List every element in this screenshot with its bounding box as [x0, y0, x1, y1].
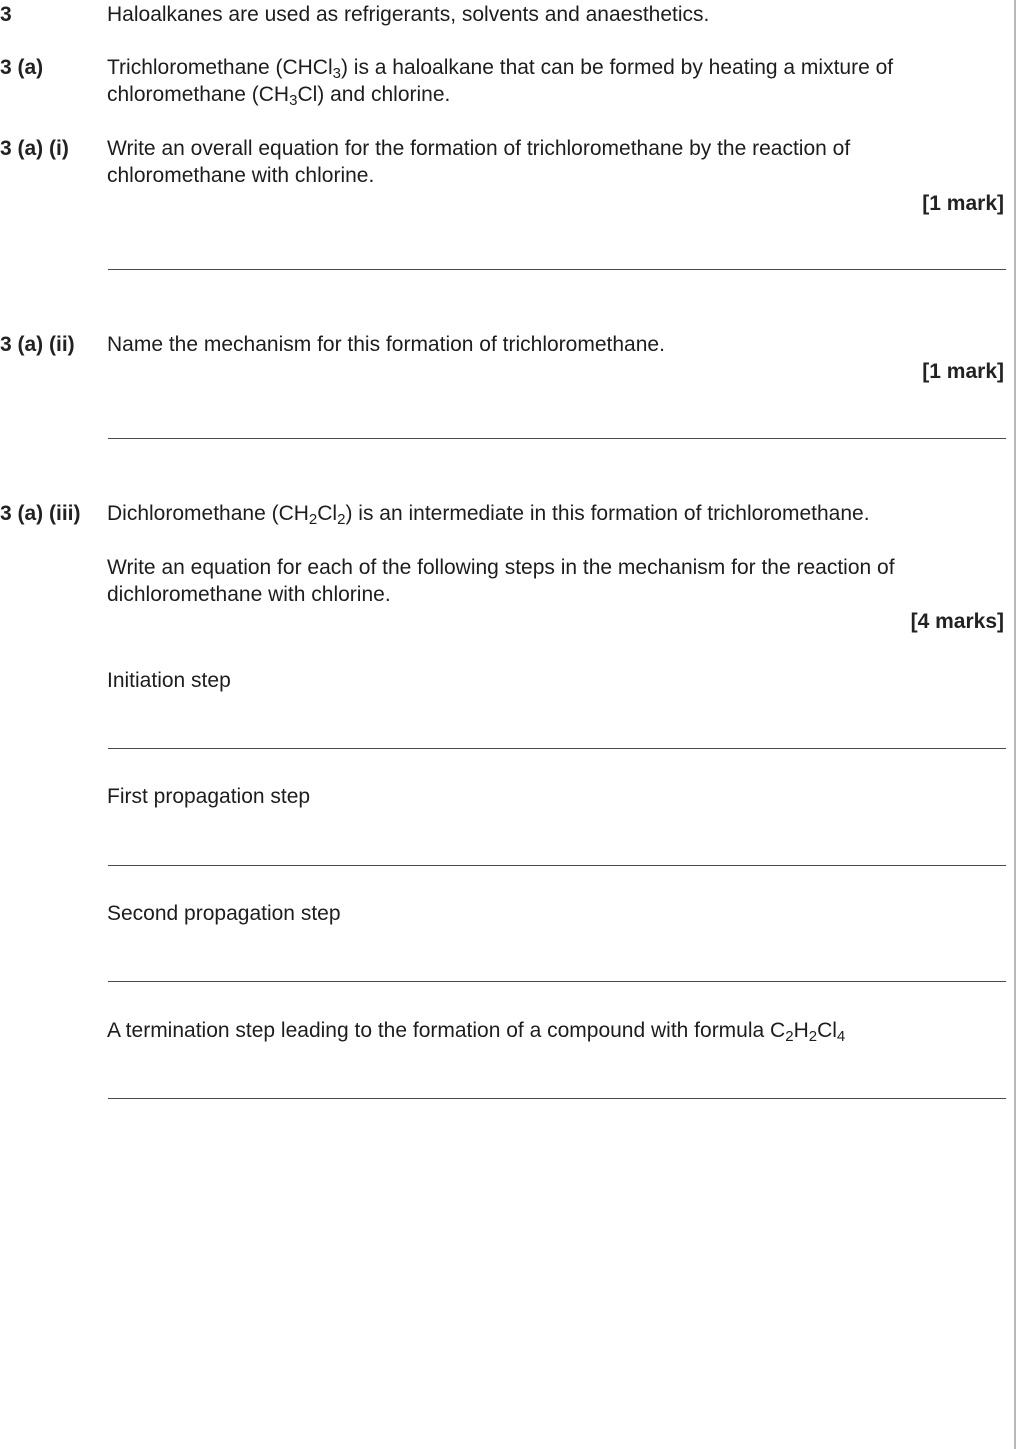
- part-a-ii-label: 3 (a) (ii): [0, 333, 75, 356]
- part-a-ii-text: Name the mechanism for this formation of trichloromethane.: [107, 333, 665, 356]
- answer-line-initiation[interactable]: [108, 748, 1006, 749]
- part-a-text: Trichloromethane (CHCl$_3$) is a haloalkane that can be formed by heating a mixture of chloromethane $(CH_3Cl)$ and chlorine.: [107, 56, 894, 109]
- part-a-iii-marks: [4 marks]: [910, 610, 1004, 633]
- answer-line-termination[interactable]: [108, 1098, 1006, 1099]
- answer-line-first-propagation[interactable]: [108, 865, 1006, 866]
- part-a-i-label: 3 (a) (i): [0, 137, 69, 160]
- initiation-step-label: Initiation step: [107, 669, 231, 692]
- part-a-ii-marks: [1 mark]: [922, 360, 1004, 383]
- part-a-label: 3 (a): [0, 56, 44, 79]
- part-a-i-text: Write an overall equation for the formation of trichloromethane by the reaction of chloromethane with chlorine.: [107, 137, 851, 187]
- first-propagation-step-label: First propagation step: [107, 785, 311, 808]
- answer-line-second-propagation[interactable]: [108, 981, 1006, 982]
- answer-line-a-ii[interactable]: [108, 438, 1006, 439]
- question-intro: Haloalkanes are used as refrigerants, solvents and anaesthetics.: [107, 3, 710, 26]
- answer-line-a-i[interactable]: [108, 269, 1006, 270]
- part-a-iii-instruction: Write an equation for each of the following steps in the mechanism for the reaction of dichloromethane with chlorine.: [107, 556, 895, 606]
- question-number: 3: [0, 3, 12, 26]
- termination-step-label: A termination step leading to the formation of a compound with formula $C_2H_2Cl_4$: [107, 1019, 846, 1045]
- part-a-i-marks: [1 mark]: [922, 192, 1004, 215]
- second-propagation-step-label: Second propagation step: [107, 902, 341, 925]
- part-a-iii-label: 3 (a) (iii): [0, 502, 81, 525]
- part-a-iii-text: Dichloromethane $(CH_2Cl_2)$ is an intermediate in this formation of trichloromethane.: [107, 502, 870, 528]
